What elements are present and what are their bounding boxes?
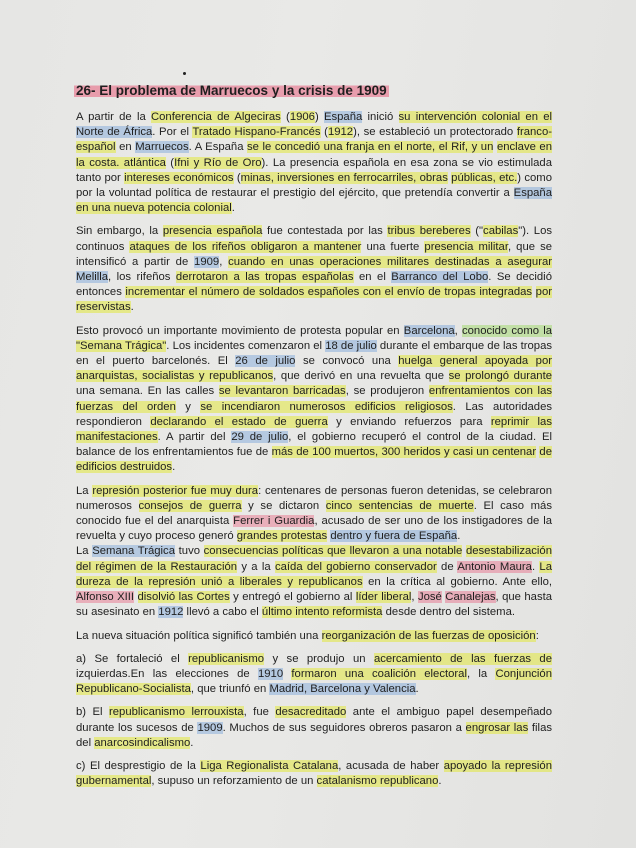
highlight: Canalejas <box>445 591 496 604</box>
paragraph-5: La Semana Trágica tuvo consecuencias políticas que llevaron a una notable desestabilización del régimen de la Restauración y a la caída del gobierno conservador de Antonio Maura. La dureza de la represión unió a liberales y republicanos en la crítica al gobierno. Ante ello, Alfonso XIII disolvió las Cortes y entregó el gobierno al líder liberal, José Canalejas, que hasta su asesinato en 1912 llevó a cabo el último intento reformista desde dentro del sistema. <box>76 545 553 619</box>
list-item-b: b) El republicanismo lerrouxista, fue desacreditado ante el ambiguo papel desempeñado durante los sucesos de 1909. Muchos de sus seguidores obreros pasaron a engrosar las filas del anarcosindicalismo. <box>76 706 552 749</box>
highlight: acercamiento de las fuerzas de <box>373 652 552 665</box>
paragraph-4: La represión posterior fue muy dura: centenares de personas fueron detenidas, se celebraron numerosos consejos de guerra y se dictaron cinco sentencias de muerte. El caso más conocido fue el del anarquista Ferrer i Guardia, acusado de ser uno de los instigadores de la revuelta y cuyo proceso generó grandes protestas dentro y fuera de España. <box>76 484 553 543</box>
highlight: 29 de julio <box>231 431 289 444</box>
highlight: fuerzas del orden <box>76 400 176 413</box>
highlight: desacreditado <box>275 706 347 719</box>
highlight: Barranco del Lobo <box>391 271 489 284</box>
highlight: públicas, etc. <box>451 171 518 184</box>
highlight: intereses económicos <box>124 171 234 184</box>
highlight: Republicano-Socialista <box>76 683 191 696</box>
highlight: de edificios destruidos <box>76 446 552 474</box>
highlight: 18 de julio <box>325 339 377 352</box>
highlight: Norte de África <box>76 126 153 139</box>
highlight: Ifni y Río de Oro <box>174 156 262 169</box>
highlight: reprimir las <box>490 415 552 428</box>
document-title: 26- El problema de Marruecos y la crisis de 1909 <box>76 83 387 98</box>
highlight: ataques de los rifeños obligaron a mantener <box>129 240 362 253</box>
highlight: enfrentamientos con las <box>428 385 552 398</box>
highlight: gubernamental <box>76 775 152 788</box>
highlight: dentro y fuera de España <box>330 530 458 543</box>
highlight: Semana Trágica <box>92 545 175 558</box>
highlight: España <box>513 187 552 200</box>
paragraph-1: A partir de la Conferencia de Algeciras (1906) España inició su intervención colonial en el Norte de África. Por el Tratado Hispano-Francés (1912), se estableció un protectorado franco-español en Marruecos. A España se le concedió una franja en el norte, el Rif, y un enclave en la costa. atlántica (Ifni y Río de Oro). La presencia española en esa zona se vio estimulada tanto por intereses económicos (minas, inversiones en ferrocarriles, obras públicas, etc.) como por la voluntad política de restaurar el prestigio del ejército, que pretendía convertir a España en una nueva potencia colonial. <box>76 111 553 215</box>
highlight: 1906 <box>289 111 315 123</box>
highlight: consecuencias políticas que llevaron a una notable <box>203 545 463 558</box>
document-body <box>76 110 552 797</box>
highlight: España <box>323 111 363 123</box>
highlight: engrosar las <box>465 721 529 734</box>
highlight: republicanismo lerrouxista <box>109 706 244 719</box>
highlight: Ferrer i Guardia <box>233 515 315 528</box>
highlight: se levantaron barricadas <box>218 385 346 398</box>
highlight: declarando el estado de guerra <box>150 415 328 428</box>
highlight: incrementar el número de soldados españoles con el envío de tropas integradas <box>125 286 533 299</box>
highlight: desestabilización del régimen de la Restauración <box>76 545 553 573</box>
highlight: huelga general apoyada por <box>398 355 552 368</box>
highlight: enclave en la costa. atlántica <box>76 141 552 169</box>
highlight: tribus bereberes <box>387 225 471 238</box>
highlight: Liga Regionalista Catalana <box>200 759 339 772</box>
highlight: José <box>417 591 442 604</box>
highlight: Antonio Maura <box>457 560 532 573</box>
highlight: último intento reformista <box>261 606 383 619</box>
highlight: 1912 <box>327 126 354 139</box>
highlight: 1909 <box>194 255 220 268</box>
highlight: republicanismo <box>188 652 265 665</box>
highlight: 1910 <box>257 667 284 680</box>
highlight: conocido como la <box>461 324 552 337</box>
highlight: manifestaciones <box>76 431 158 444</box>
highlight: disolvió las Cortes <box>137 591 230 604</box>
highlight: represión posterior fue muy dura <box>92 484 259 497</box>
highlight: 1912 <box>158 606 184 619</box>
highlight: anarquistas, socialistas y republicanos <box>76 370 274 383</box>
highlight: 26 de julio <box>235 355 296 368</box>
highlight: su intervención colonial en el <box>398 111 553 123</box>
highlight: La dureza de la represión unió a liberales y republicanos <box>76 560 552 588</box>
list-item-c: c) El desprestigio de la Liga Regionalista Catalana, acusada de haber apoyado la represión gubernamental, supuso un reforzamiento de un catalanismo republicano. <box>76 759 552 788</box>
highlight: minas, inversiones en ferrocarriles, obras <box>240 171 448 184</box>
highlight: Melilla <box>76 271 109 284</box>
highlight: franco-español <box>76 126 552 154</box>
highlight: grandes protestas <box>236 530 328 543</box>
highlight: catalanismo republicano <box>316 775 439 788</box>
highlight: se le concedió una franja en el norte, el Rif, y un <box>247 141 494 154</box>
highlight: Madrid, Barcelona y Valencia <box>269 683 416 696</box>
highlight: Tratado Hispano-Francés <box>192 126 321 139</box>
highlight: "Semana Trágica" <box>76 339 167 352</box>
highlight: Marruecos <box>135 141 189 154</box>
paragraph-6: La nueva situación política significó también una reorganización de las fuerzas de oposición: <box>76 629 539 642</box>
list-item-a: a) Se fortaleció el republicanismo y se produjo un acercamiento de las fuerzas de izquierdas.En las elecciones de 1910 formaron una coalición electoral, la Conjunción Republicano-Socialista, que triunfó en Madrid, Barcelona y Valencia. <box>76 652 552 696</box>
highlight: más de 100 muertos, 300 heridos y casi un centenar <box>271 446 537 459</box>
paragraph-3: Esto provocó un importante movimiento de protesta popular en Barcelona, conocido como la "Semana Trágica". Los incidentes comenzaron el 18 de julio durante el embarque de las tropas en el puerto barcelonés. El 26 de julio se convocó una huelga general apoyada por anarquistas, socialistas y republicanos, que derivó en una revuelta que se prolongó durante una semana. En las calles se levantaron barricadas, se produjeron enfrentamientos con las fuerzas del orden y se incendiaron numerosos edificios religiosos. Las autoridades respondieron declarando el estado de guerra y enviando refuerzos para reprimir las manifestaciones. A partir del 29 de julio, el gobierno recuperó el control de la ciudad. El balance de los enfrentamientos fue de más de 100 muertos, 300 heridos y casi un centenar de edificios destruidos. <box>76 324 553 474</box>
highlight: anarcosindicalismo <box>94 736 191 749</box>
highlight: presencia militar <box>424 240 508 253</box>
speck <box>183 72 186 75</box>
highlight: líder liberal <box>355 591 412 604</box>
highlight: cinco sentencias de muerte <box>325 499 474 512</box>
highlight: presencia española <box>162 225 263 238</box>
highlight: formaron una coalición electoral <box>291 667 467 680</box>
highlight: por reservistas <box>76 286 552 314</box>
highlight: apoyado la represión <box>443 759 552 772</box>
highlight: Barcelona <box>403 324 455 337</box>
highlight: se incendiaron numerosos edificios religiosos <box>200 400 453 413</box>
highlight: en una nueva potencia colonial <box>76 202 232 215</box>
highlight: reorganización de las fuerzas de oposición <box>321 629 536 642</box>
highlight: Alfonso XIII <box>76 591 135 604</box>
highlight: caída del gobierno conservador <box>274 560 437 573</box>
highlight: Conferencia de Algeciras <box>150 111 281 123</box>
highlight: Conjunción <box>495 667 552 680</box>
paragraph-2: Sin embargo, la presencia española fue contestada por las tribus bereberes ("cabilas"). Los continuos ataques de los rifeños obligaron a mantener una fuerte presencia militar, que se intensificó a partir de 1909, cuando en unas operaciones militares destinadas a asegurar Melilla, los rifeños derrotaron a las tropas españolas en el Barranco del Lobo. Se decidió entonces incrementar el número de soldados españoles con el envío de tropas integradas por reservistas. <box>76 225 553 314</box>
highlight: consejos de guerra <box>138 499 242 512</box>
highlight: cabilas <box>483 225 519 238</box>
highlight: cuando en unas operaciones militares destinadas a asegurar <box>228 255 552 268</box>
highlight: se prolongó durante <box>448 370 552 383</box>
highlight: 1909 <box>197 721 223 734</box>
highlight: derrotaron a las tropas españolas <box>175 271 354 284</box>
